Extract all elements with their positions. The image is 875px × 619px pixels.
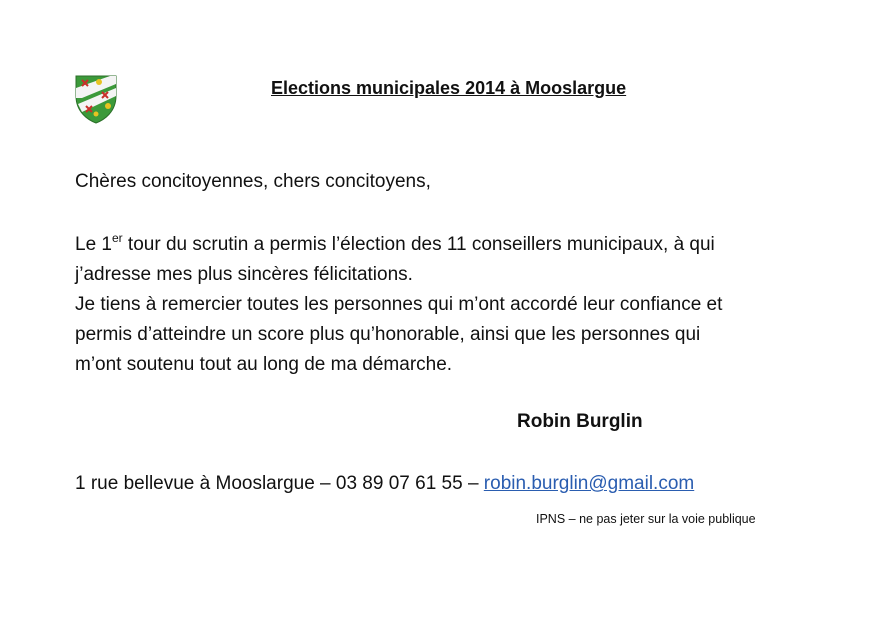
body-line-3: Je tiens à remercier toutes les personnes qui m’ont accordé leur confiance et — [75, 294, 723, 315]
signature-name: Robin Burglin — [517, 411, 643, 432]
body-line-1-rest: tour du scrutin a permis l’élection des 11 conseillers municipaux, à qui — [122, 234, 715, 255]
body-line-1 — [75, 230, 835, 260]
ipns-notice: IPNS – ne pas jeter sur la voie publique — [536, 512, 756, 526]
ordinal-superscript: er — [111, 231, 123, 245]
document-title: Elections municipales 2014 à Mooslargue — [271, 78, 627, 98]
contact-line — [75, 473, 694, 495]
body-line-5: m’ont soutenu tout au long de ma démarche. — [75, 354, 453, 375]
municipal-coat-of-arms-icon — [74, 74, 118, 124]
address-and-phone: 1 rue bellevue à Mooslargue – 03 89 07 61 55 – — [75, 473, 484, 494]
body-line-1-lead: Le 1 — [75, 234, 112, 255]
body-line-2: j’adresse mes plus sincères félicitations. — [75, 264, 413, 285]
body-line-4: permis d’atteindre un score plus qu’honorable, ainsi que les personnes qui — [75, 324, 701, 345]
letter-body — [75, 230, 835, 380]
email-link[interactable]: robin.burglin@gmail.com — [483, 473, 695, 494]
letter-greeting: Chères concitoyennes, chers concitoyens, — [75, 171, 431, 192]
